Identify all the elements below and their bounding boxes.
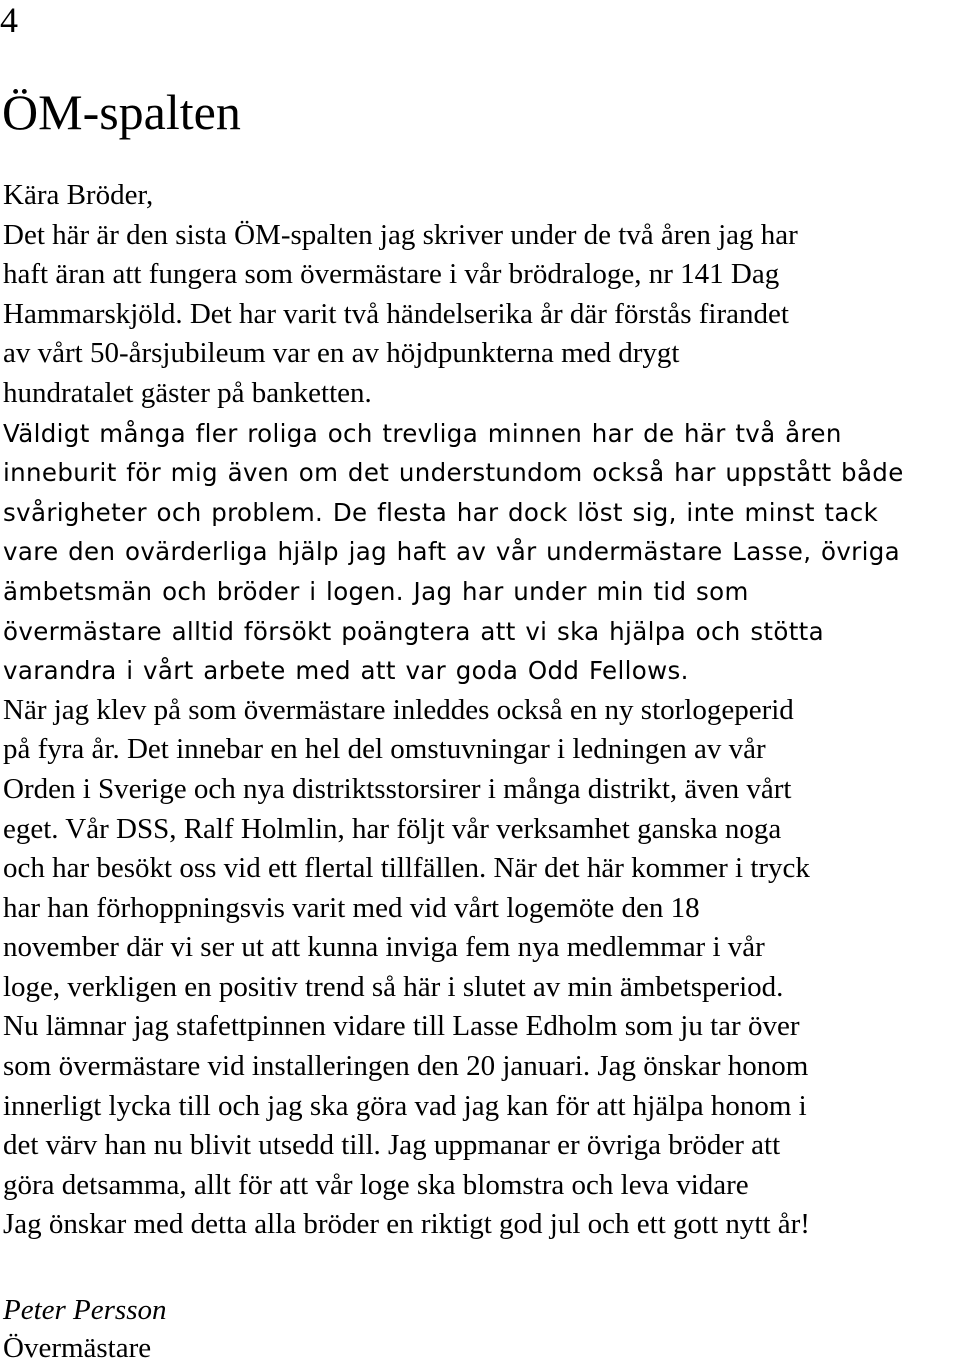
letter-line: på fyra år. Det innebar en hel del omstuvningar i ledningen av vår [3,733,766,766]
letter-line: november där vi ser ut att kunna inviga fem nya medlemmar i vår [3,931,765,964]
letter-line: varandra i vårt arbete med att var goda Odd Fellows. [3,656,689,686]
page-number: 4 [0,0,18,40]
letter-line: Det här är den sista ÖM-spalten jag skriver under de två åren jag har [3,218,798,251]
letter-line: När jag klev på som övermästare inleddes också en ny storlogeperid [3,693,794,726]
signature-block [3,1291,167,1367]
letter-line: Orden i Sverige och nya distriktsstorsirer i många distrikt, även vårt [3,772,792,805]
letter-line: eget. Vår DSS, Ralf Holmlin, har följt vår verksamhet ganska noga [3,812,782,845]
signature-role: Övermästare [3,1332,152,1364]
letter-line: vare den ovärderliga hjälp jag haft av vår undermästare Lasse, övriga [3,537,901,567]
letter-line: hundratalet gäster på banketten. [3,376,372,409]
letter-line: Nu lämnar jag stafettpinnen vidare till Lasse Edholm som ju tar över [3,1010,800,1043]
letter-line: ämbetsmän och bröder i logen. Jag har under min tid som [3,576,749,606]
letter-line: Jag önskar med detta alla bröder en riktigt god jul och ett gott nytt år! [3,1208,810,1241]
letter-line: innerligt lycka till och jag ska göra vad jag kan för att hjälpa honom i [3,1089,807,1122]
letter-line: Kära Bröder, [3,179,154,211]
letter-line: svårigheter och problem. De flesta har dock löst sig, inte minst tack [3,497,879,527]
letter-line: Väldigt många fler roliga och trevliga minnen har de här två åren [3,418,842,448]
letter-body [3,176,960,1245]
letter-line: har han förhoppningsvis varit med vid vårt logemöte den 18 [3,891,700,924]
signature-name: Peter Persson [3,1294,167,1326]
letter-line: av vårt 50-årsjubileum var en av höjdpunkterna med drygt [3,337,680,370]
letter-line: göra detsamma, allt för att vår loge ska blomstra och leva vidare [3,1168,749,1201]
letter-line: inneburit för mig även om det understundom också har uppstått både [3,458,904,488]
letter-line: loge, verkligen en positiv trend så här i slutet av min ämbetsperiod. [3,970,784,1003]
letter-line: som övermästare vid installeringen den 20 januari. Jag önskar honom [3,1050,809,1083]
letter-line: haft äran att fungera som övermästare i vår brödraloge, nr 141 Dag [3,258,780,291]
page-title: ÖM-spalten [2,84,241,140]
letter-line: det värv han nu blivit utsedd till. Jag uppmanar er övriga bröder att [3,1129,781,1162]
letter-line: övermästare alltid försökt poängtera att vi ska hjälpa och stötta [3,616,825,646]
letter-line: Hammarskjöld. Det har varit två händelserika år där förstås firandet [3,297,789,330]
letter-line: och har besökt oss vid ett flertal tillfällen. När det här kommer i tryck [3,852,810,885]
